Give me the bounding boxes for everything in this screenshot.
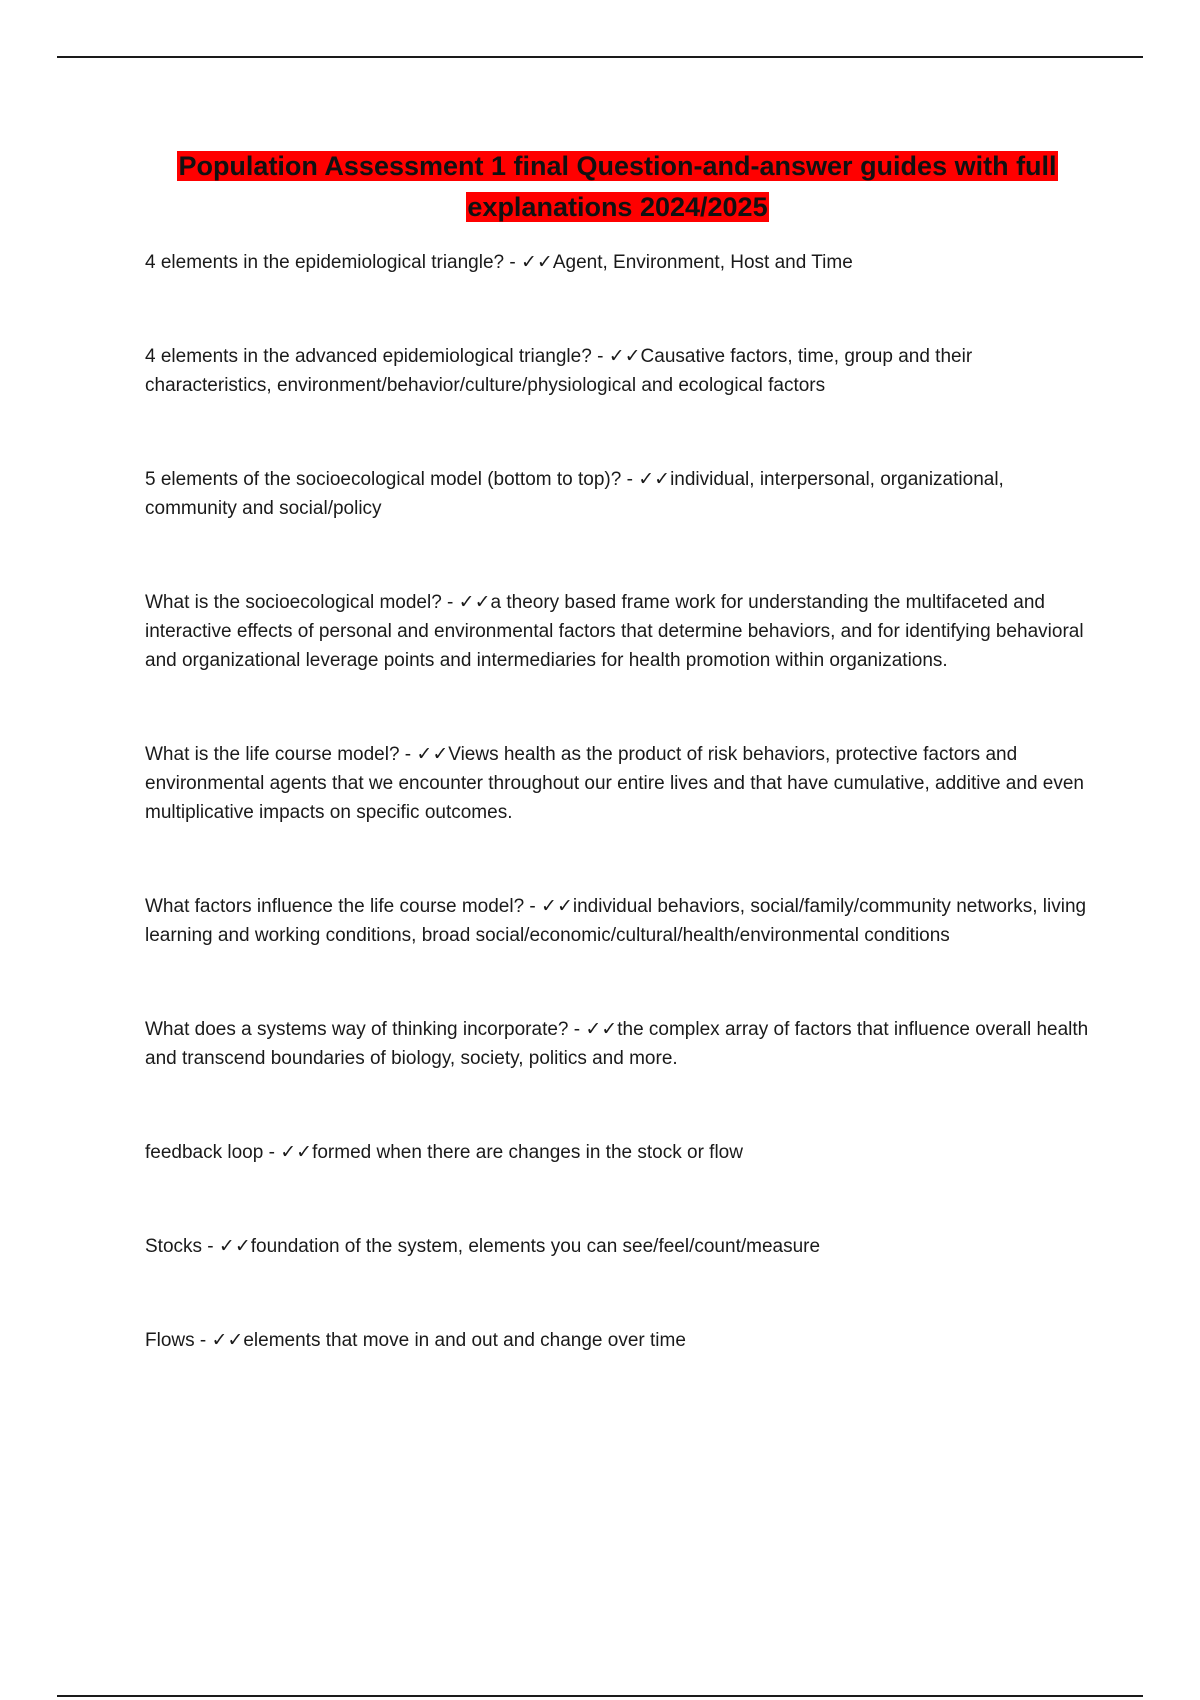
- page-title: Population Assessment 1 final Question-and-answer guides with full explanations 2024/2025: [178, 151, 1057, 222]
- check-icon: ✓✓: [541, 896, 573, 917]
- qa-item: [145, 1015, 1095, 1073]
- qa-item: [145, 1232, 1095, 1261]
- separator: -: [524, 896, 542, 917]
- qa-item: [145, 465, 1095, 523]
- answer-text: Causative factors, time, group and their characteristics, environment/behavior/culture/physiological and ecological factors: [145, 346, 973, 396]
- check-icon: ✓✓: [211, 1330, 244, 1351]
- answer-text: individual behaviors, social/family/community networks, living learning and working conditions, broad social/economic/cultural/health/environmental conditions: [145, 896, 1087, 946]
- question-text: Stocks: [145, 1236, 203, 1257]
- check-icon: ✓✓: [608, 346, 641, 367]
- check-icon: ✓✓: [585, 1019, 618, 1040]
- separator: -: [568, 1019, 586, 1040]
- qa-item: [145, 740, 1095, 827]
- qa-item: [145, 342, 1095, 400]
- qa-item: [145, 588, 1095, 675]
- question-text: feedback loop: [145, 1142, 264, 1163]
- bottom-rule: [57, 1695, 1143, 1697]
- separator: -: [504, 252, 521, 273]
- check-icon: ✓✓: [416, 744, 449, 765]
- question-text: 4 elements in the advanced epidemiological triangle?: [145, 346, 592, 367]
- qa-item: [145, 1326, 1095, 1355]
- question-text: Flows: [145, 1330, 195, 1351]
- separator: -: [441, 592, 459, 613]
- qa-item: [145, 248, 1095, 277]
- check-icon: ✓✓: [638, 469, 671, 490]
- answer-text: a theory based frame work for understanding the multifaceted and interactive effects of personal and environmental factors that determine behaviors, and for identifying behavioral and organizational leverage points and intermediaries for health promotion within organizations.: [145, 592, 1084, 671]
- question-text: 5 elements of the socioecological model (bottom to top)?: [145, 469, 622, 490]
- answer-text: elements that move in and out and change over time: [243, 1330, 686, 1351]
- answer-text: Views health as the product of risk behaviors, protective factors and environmental agents that we encounter throughout our entire lives and that have cumulative, additive and even multiplicative impacts on specific outcomes.: [145, 744, 1084, 823]
- separator: -: [591, 346, 609, 367]
- question-text: What factors influence the life course model?: [145, 896, 525, 917]
- qa-list: [145, 248, 1095, 1355]
- check-icon: ✓✓: [218, 1236, 251, 1257]
- question-text: What does a systems way of thinking incorporate?: [145, 1019, 569, 1040]
- check-icon: ✓✓: [458, 592, 491, 613]
- answer-text: individual, interpersonal, organizational, community and social/policy: [145, 469, 1004, 519]
- top-rule: [57, 56, 1143, 58]
- check-icon: ✓✓: [521, 252, 553, 273]
- check-icon: ✓✓: [280, 1142, 313, 1163]
- qa-item: [145, 1138, 1095, 1167]
- page-title-block: [140, 146, 1095, 228]
- answer-text: foundation of the system, elements you can see/feel/count/measure: [250, 1236, 821, 1257]
- separator: -: [194, 1330, 212, 1351]
- question-text: What is the socioecological model?: [145, 592, 442, 613]
- qa-item: [145, 892, 1095, 950]
- separator: -: [263, 1142, 281, 1163]
- separator: -: [399, 744, 417, 765]
- separator: -: [621, 469, 639, 490]
- answer-text: formed when there are changes in the stock or flow: [312, 1142, 743, 1163]
- question-text: What is the life course model?: [145, 744, 400, 765]
- separator: -: [202, 1236, 219, 1257]
- answer-text: the complex array of factors that influence overall health and transcend boundaries of biology, society, politics and more.: [145, 1019, 1089, 1069]
- answer-text: Agent, Environment, Host and Time: [552, 252, 853, 273]
- question-text: 4 elements in the epidemiological triangle?: [145, 252, 505, 273]
